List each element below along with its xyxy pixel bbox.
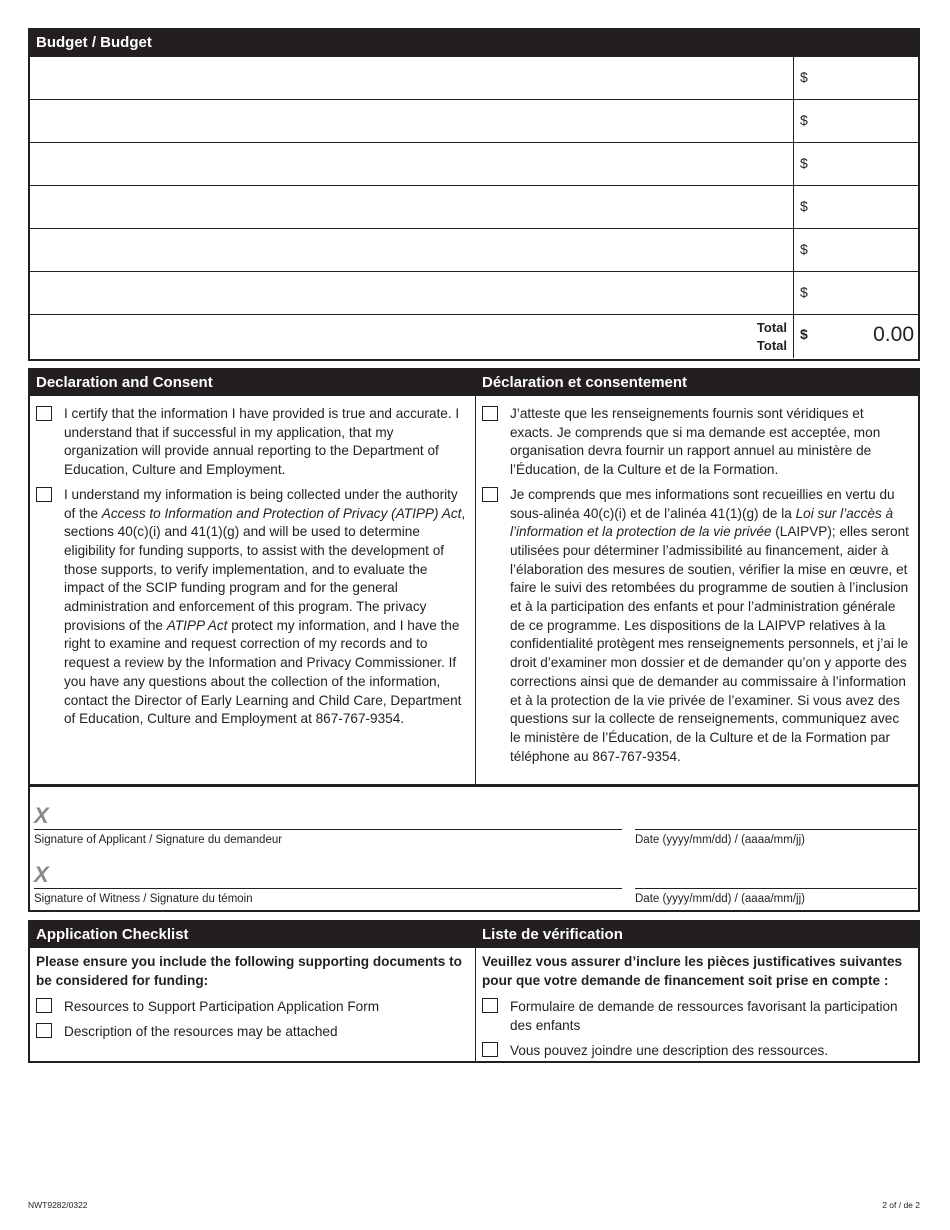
applicant-x-mark: X — [34, 803, 49, 828]
budget-description-field[interactable] — [30, 143, 794, 185]
formulaire-checkbox[interactable] — [482, 998, 498, 1013]
total-label-fr: Total — [756, 338, 787, 353]
declaration-item-en-2 — [30, 486, 475, 729]
privacy-checkbox[interactable] — [36, 487, 52, 502]
applicant-signature-label: Signature of Applicant / Signature du demandeur — [34, 834, 283, 846]
witness-x-mark: X — [34, 862, 49, 887]
resource-description-checkbox[interactable] — [36, 1023, 52, 1038]
budget-row — [30, 228, 918, 271]
applicant-date-line[interactable] — [635, 829, 917, 830]
checklist-section — [28, 920, 920, 1063]
checklist-title-en: Application Checklist — [30, 922, 475, 948]
declaration-item-fr-2 — [476, 486, 918, 767]
total-label — [30, 315, 794, 358]
page-number: 2 of / de 2 — [882, 1200, 920, 1210]
checklist-item-en — [30, 1022, 475, 1041]
declaration-section — [28, 368, 920, 786]
applicant-signature-line[interactable] — [34, 829, 622, 830]
privacy-text-a: I understand my information is being collected under the authority of the — [64, 486, 458, 521]
budget-row — [30, 271, 918, 314]
total-label-en: Total — [756, 320, 787, 335]
atteste-text: J’atteste que les renseignements fournis sont véridiques et exacts. Je comprends que si ma demande est acceptée, mon organisation devra fournir un rapport annuel au ministère de l’Éducation, de la Culture et de la Formation. — [510, 406, 881, 478]
loi-name: Loi sur l’accès à l’information et la protection de la vie privée — [510, 505, 894, 540]
checklist-lead-en: Please ensure you include the following supporting documents to be considered for funding: — [36, 954, 462, 988]
privacy-text-b: , sections 40(c)(i) and 41(1)(g) and will be used to determine eligibility for funding supports, to assist with the development of those supports, to verify implementation, and to evaluate the impact of the SCIP funding program and for the general administration and enforcement of this program. The privacy provisions of the — [64, 505, 466, 633]
budget-description-field[interactable] — [30, 57, 794, 99]
checklist-item-label: Resources to Support Participation Application Form — [64, 999, 380, 1014]
budget-amount-field[interactable]: $ — [800, 284, 808, 300]
budget-description-field[interactable] — [30, 272, 794, 314]
confidentialite-text-a: Je comprends que mes informations sont recueillies en vertu du sous-alinéa 40(c)(i) et de l’alinéa 41(1)(g) de la — [510, 486, 895, 521]
applicant-date-label: Date (yyyy/mm/dd) / (aaaa/mm/jj) — [635, 834, 805, 846]
budget-title: Budget / Budget — [30, 30, 918, 56]
confidentialite-text-b: (LAIPVP); elles seront utilisées pour déterminer l’admissibilité au financement, aider à l’élaboration des mesures de soutien, vérifier la mise en œuvre, et faire le suivi des retombées du programme de soutien à l’inclusion et à la participation des enfants et pour l’administration générale de ce programme. Les dispositions de la LAIPVP relatives à la confidentialité protègent mes renseignements personnels, et j’ai le droit d’examiner mon dossier et de demander qu’on y apporte des corrections ainsi que de demander au commissaire à l’information et à la protection de la vie privée de l’examiner. Si vous avez des questions sur la collecte de renseignements, communiquez avec le ministère de l’Éducation, de la Culture et de la Formation par téléphone au 867-767-9354. — [510, 524, 909, 764]
form-code: NWT9282/0322 — [28, 1200, 88, 1210]
budget-row — [30, 99, 918, 142]
witness-signature-line[interactable] — [34, 888, 622, 889]
witness-date-line[interactable] — [635, 888, 917, 889]
budget-description-field[interactable] — [30, 229, 794, 271]
checklist-item-label: Vous pouvez joindre une description des ressources. — [510, 1043, 829, 1058]
declaration-title-en: Declaration and Consent — [30, 370, 475, 396]
certify-checkbox[interactable] — [36, 406, 52, 421]
checklist-english — [30, 922, 476, 1061]
witness-signature-label: Signature of Witness / Signature du témoin — [34, 893, 253, 905]
declaration-item-fr-1 — [476, 405, 918, 480]
description-ressources-checkbox[interactable] — [482, 1042, 498, 1057]
budget-amount-field[interactable]: $ — [800, 112, 808, 128]
budget-amount-field[interactable]: $ — [800, 69, 808, 85]
signature-section — [28, 785, 920, 912]
checklist-lead-fr: Veuillez vous assurer d’inclure les pièces justificatives suivantes pour que votre demande de financement soit prise en compte : — [482, 954, 903, 988]
declaration-english — [30, 370, 476, 784]
budget-total-row — [30, 314, 918, 358]
budget-section — [28, 28, 920, 361]
checklist-item-fr — [476, 1041, 918, 1060]
atteste-checkbox[interactable] — [482, 406, 498, 421]
checklist-item-fr — [476, 997, 918, 1035]
privacy-act-short: ATIPP Act — [166, 617, 228, 633]
budget-description-field[interactable] — [30, 186, 794, 228]
total-amount — [794, 315, 918, 358]
budget-amount-field[interactable]: $ — [800, 241, 808, 257]
declaration-title-fr: Déclaration et consentement — [476, 370, 918, 396]
budget-row — [30, 56, 918, 99]
checklist-item-label: Formulaire de demande de ressources favorisant la participation des enfants — [510, 999, 898, 1033]
checklist-item-label: Description of the resources may be attached — [64, 1024, 338, 1039]
application-form-checkbox[interactable] — [36, 998, 52, 1013]
total-currency: $ — [800, 326, 808, 342]
confidentialite-checkbox[interactable] — [482, 487, 498, 502]
declaration-item-en-1 — [30, 405, 475, 480]
privacy-act-name: Access to Information and Protection of Privacy (ATIPP) Act — [101, 505, 462, 521]
budget-description-field[interactable] — [30, 100, 794, 142]
budget-row — [30, 185, 918, 228]
budget-amount-field[interactable]: $ — [800, 155, 808, 171]
budget-row — [30, 142, 918, 185]
privacy-text-c: protect my information, and I have the right to examine and request correction of my records and to request a review by the Information and Privacy Commissioner. If you have any questions about the collection of the information, contact the Director of Early Learning and Child Care, Department of Education, Culture and Employment at 867-767-9354. — [64, 617, 462, 727]
total-value: 0.00 — [873, 323, 914, 346]
certify-text: I certify that the information I have provided is true and accurate. I understand that if successful in my application, that my organization will provide annual reporting to the Department of Education, Culture and Employment. — [64, 406, 460, 478]
checklist-title-fr: Liste de vérification — [476, 922, 918, 948]
budget-amount-field[interactable]: $ — [800, 198, 808, 214]
checklist-item-en — [30, 997, 475, 1016]
declaration-french — [476, 370, 918, 784]
witness-date-label: Date (yyyy/mm/dd) / (aaaa/mm/jj) — [635, 893, 805, 905]
checklist-french — [476, 922, 918, 1061]
